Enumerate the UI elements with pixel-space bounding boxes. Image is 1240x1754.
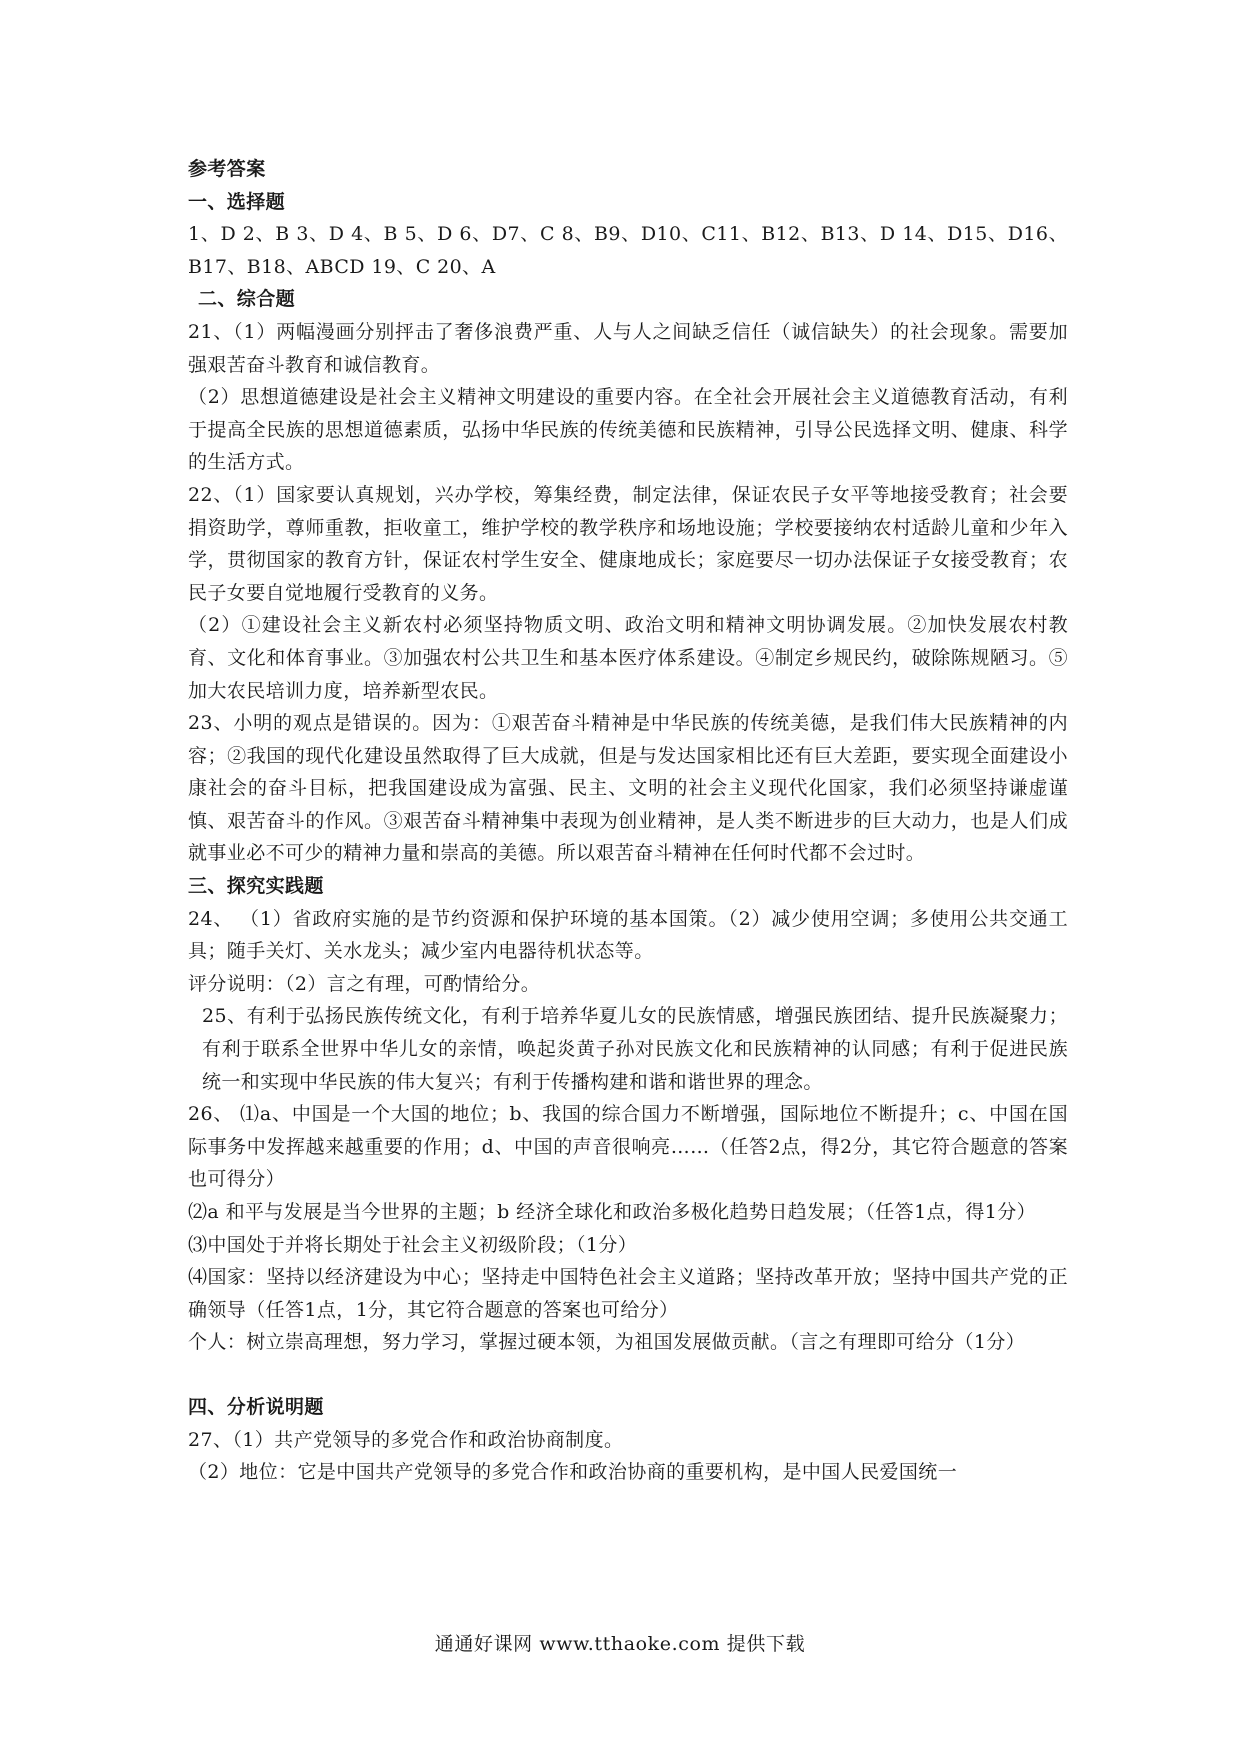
answer-paragraph: 27、（1）共产党领导的多党合作和政治协商制度。 bbox=[188, 1428, 624, 1451]
answer-paragraph: ⑶中国处于并将长期处于社会主义初级阶段；（1分） bbox=[188, 1233, 638, 1256]
answer-paragraph: 21、（1）两幅漫画分别抨击了奢侈浪费严重、人与人之间缺乏信任（诚信缺失）的社会现象。需要加强艰苦奋斗教育和诚信教育。 bbox=[188, 320, 1068, 376]
section-heading-inquiry: 三、探究实践题 bbox=[188, 875, 324, 898]
section-heading-analysis: 四、分析说明题 bbox=[188, 1395, 324, 1418]
answer-paragraph: ⑵a 和平与发展是当今世界的主题；b 经济全球化和政治多极化趋势日趋发展；（任答1点，得1分） bbox=[188, 1201, 1037, 1223]
answer-paragraph: 26、 ⑴a、中国是一个大国的地位；b、我国的综合国力不断增强，国际地位不断提升；c、中国在国际事务中发挥越来越重要的作用；d、中国的声音很响亮……（任答2点，得2分，其它符合题意的答案也可得分） bbox=[188, 1103, 1068, 1191]
answer-content bbox=[188, 153, 1068, 1489]
page-footer: 通通好课网 www.tthaoke.com 提供下载 bbox=[434, 1633, 806, 1655]
answer-paragraph: ⑷国家：坚持以经济建设为中心；坚持走中国特色社会主义道路；坚持改革开放；坚持中国共产党的正确领导（任答1点，1分，其它符合题意的答案也可给分） bbox=[188, 1266, 1068, 1321]
answer-paragraph: 评分说明：（2）言之有理，可酌情给分。 bbox=[188, 972, 541, 995]
answer-paragraph: （2）①建设社会主义新农村必须坚持物质文明、政治文明和精神文明协调发展。②加快发展农村教育、文化和体育事业。③加强农村公共卫生和基本医疗体系建设。④制定乡规民约，破除陈规陋习。⑤加大农民培训力度，培养新型农民。 bbox=[188, 614, 1068, 702]
choice-answers: 1、D 2、B 3、D 4、B 5、D 6、D7、C 8、B9、D10、C11、B12、B13、D 14、D15、D16、 B17、B18、ABCD 19、C 20、A bbox=[188, 223, 1068, 278]
answer-paragraph: 24、 （1）省政府实施的是节约资源和保护环境的基本国策。（2）减少使用空调；多使用公共交通工具；随手关灯、关水龙头；减少室内电器待机状态等。 bbox=[188, 907, 1068, 963]
section-heading-choice: 一、选择题 bbox=[188, 190, 286, 213]
answer-paragraph: 23、小明的观点是错误的。因为：①艰苦奋斗精神是中华民族的传统美德，是我们伟大民族精神的内容；②我国的现代化建设虽然取得了巨大成就，但是与发达国家相比还有巨大差距，要实现全面建设小康社会的奋斗目标，把我国建设成为富强、民主、文明的社会主义现代化国家，我们必须坚持谦虚谨慎、艰苦奋斗的作风。③艰苦奋斗精神集中表现为创业精神，是人类不断进步的巨大动力，也是人们成就事业必不可少的精神力量和崇高的美德。所以艰苦奋斗精神在任何时代都不会过时。 bbox=[188, 712, 1068, 865]
answer-paragraph: 个人：树立崇高理想，努力学习，掌握过硬本领，为祖国发展做贡献。（言之有理即可给分（1分） bbox=[188, 1331, 1026, 1354]
answer-paragraph: （2）地位：它是中国共产党领导的多党合作和政治协商的重要机构，是中国人民爱国统一 bbox=[188, 1461, 958, 1484]
answer-paragraph: 22、（1）国家要认真规划，兴办学校，筹集经费，制定法律，保证农民子女平等地接受教育；社会要捐资助学，尊师重教，拒收童工，维护学校的教学秩序和场地设施；学校要接纳农村适龄儿童和少年入学，贯彻国家的教育方针，保证农村学生安全、健康地成长；家庭要尽一切办法保证子女接受教育；农民子女要自觉地履行受教育的义务。 bbox=[188, 483, 1068, 604]
spacer bbox=[188, 1359, 1068, 1391]
answer-paragraph: （2）思想道德建设是社会主义精神文明建设的重要内容。在全社会开展社会主义道德教育活动，有利于提高全民族的思想道德素质，弘扬中华民族的传统美德和民族精神，引导公民选择文明、健康、科学的生活方式。 bbox=[188, 386, 1068, 474]
section-heading-comprehensive: 二、综合题 bbox=[198, 288, 296, 311]
document-title: 参考答案 bbox=[188, 158, 266, 180]
answer-paragraph: 25、有利于弘扬民族传统文化，有利于培养华夏儿女的民族情感，增强民族团结、提升民族凝聚力；有利于联系全世界中华儿女的亲情，唤起炎黄子孙对民族文化和民族精神的认同感；有利于促进民族统一和实现中华民族的伟大复兴；有利于传播构建和谐和谐世界的理念。 bbox=[202, 1005, 1068, 1093]
